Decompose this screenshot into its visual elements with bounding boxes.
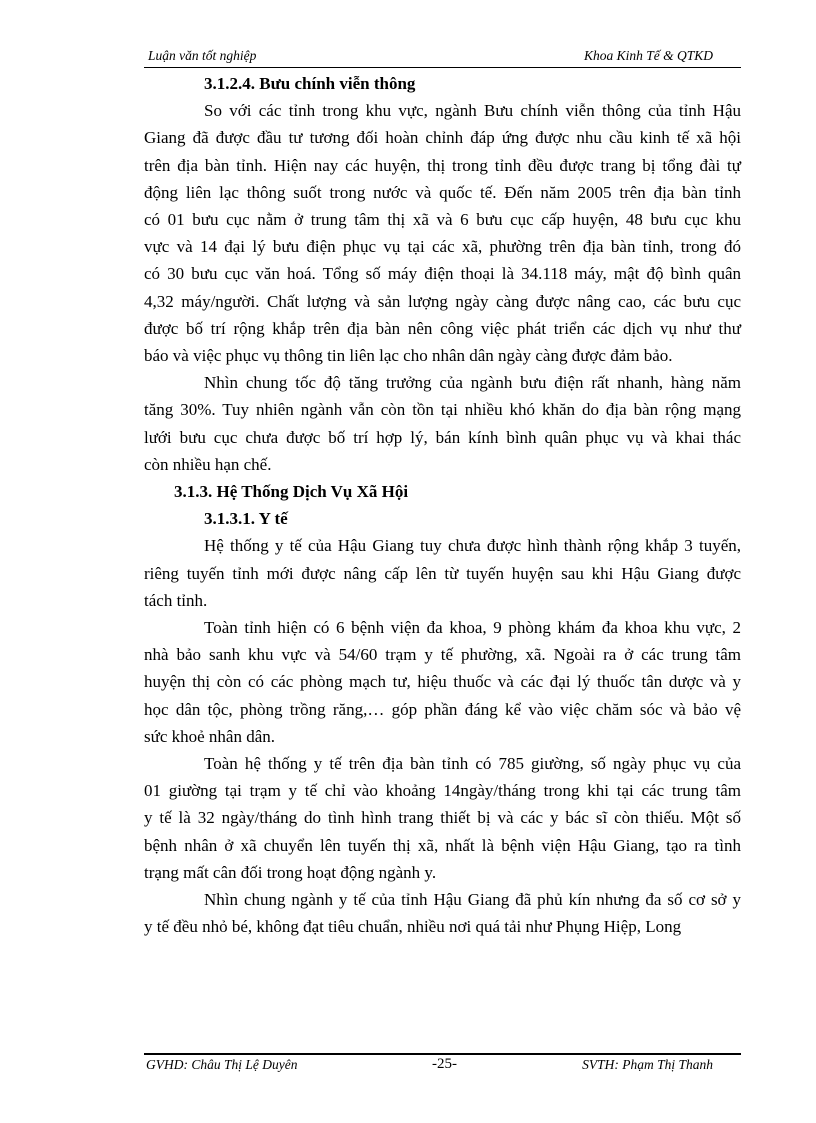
paragraph-line: Hệ thống y tế của Hậu Giang tuy chưa được hình thành rộng khắp 3 tuyến, xyxy=(204,536,741,556)
footer-supervisor: GVHD: Châu Thị Lệ Duyên xyxy=(146,1057,298,1072)
paragraph-line: học dân tộc, phòng trồng răng,… góp phần đáng kể vào việc chăm sóc và bảo vệ xyxy=(144,699,741,719)
paragraph-line: 01 giường tại trạm y tế chỉ vào khoảng 14ngày/tháng trong khi tại các trung tâm xyxy=(144,781,741,801)
paragraph-line: có 30 bưu cục văn hoá. Tổng số máy điện thoại là 34.118 máy, mật độ bình quân xyxy=(144,264,741,284)
paragraph-line: vực và 14 đại lý bưu điện phục vụ tại các xã, phường trên địa bàn tỉnh, trong đó xyxy=(144,237,741,257)
paragraph-line: Nhìn chung tốc độ tăng trưởng của ngành bưu điện rất nhanh, hàng năm xyxy=(204,373,741,393)
footer-student: SVTH: Phạm Thị Thanh xyxy=(582,1057,713,1072)
paragraph-line: y tế là 32 ngày/tháng do tình hình trang thiết bị và các y bác sĩ còn thiếu. Một số xyxy=(144,808,741,828)
paragraph-health-4 xyxy=(144,886,741,940)
paragraph-health-3 xyxy=(144,750,741,886)
page-number: -25- xyxy=(432,1056,457,1072)
paragraph-line: còn nhiều hạn chế. xyxy=(144,454,272,474)
header-thesis-title: Luận văn tốt nghiệp xyxy=(148,48,257,63)
heading-health: 3.1.3.1. Y tế xyxy=(204,509,288,529)
paragraph-line: sức khoẻ nhân dân. xyxy=(144,726,276,746)
page-header xyxy=(144,48,741,68)
paragraph-line: trạng mất cân đối trong hoạt động ngành y. xyxy=(144,862,437,882)
paragraph-health-1 xyxy=(144,532,741,614)
document-body xyxy=(144,70,741,941)
paragraph-health-2 xyxy=(144,614,741,750)
paragraph-line: y tế đều nhỏ bé, không đạt tiêu chuẩn, nhiều nơi quá tải như Phụng Hiệp, Long xyxy=(144,917,682,937)
paragraph-line: nhà bảo sanh khu vực và 54/60 trạm y tế phường, xã. Ngoài ra ở các trung tâm xyxy=(144,645,741,665)
heading-social-services: 3.1.3. Hệ Thống Dịch Vụ Xã Hội xyxy=(174,482,409,502)
paragraph-line: riêng tuyến tỉnh mới được nâng cấp lên từ tuyến huyện sau khi Hậu Giang được xyxy=(144,563,741,583)
paragraph-postal-1 xyxy=(144,97,741,369)
paragraph-line: Giang đã được đầu tư tương đối hoàn chỉnh đáp ứng được nhu cầu kinh tế xã hội xyxy=(144,128,741,148)
paragraph-line: 4,32 máy/người. Chất lượng và sản lượng ngày càng được nâng cao, các bưu cục xyxy=(144,291,741,311)
paragraph-line: có 01 bưu cục nằm ở trung tâm thị xã và 6 bưu cục cấp huyện, 48 bưu cục khu xyxy=(144,210,741,230)
paragraph-line: động liên lạc thông suốt trong nước và quốc tế. Đến năm 2005 trên địa bàn tỉnh xyxy=(144,182,741,202)
paragraph-line: lưới bưu cục chưa được bố trí hợp lý, bán kính bình quân phục vụ và khai thác xyxy=(144,427,741,447)
page-footer xyxy=(144,1057,741,1075)
header-faculty: Khoa Kinh Tế & QTKD xyxy=(583,48,713,63)
paragraph-line: huyện thị còn có các phòng mạch tư, hiệu thuốc và các đại lý thuốc tân dược và y xyxy=(144,672,741,692)
footer-divider xyxy=(144,1053,741,1055)
paragraph-postal-2 xyxy=(144,369,741,478)
heading-postal-telecom: 3.1.2.4. Bưu chính viễn thông xyxy=(204,74,416,93)
paragraph-line: Toàn hệ thống y tế trên địa bàn tỉnh có 785 giường, số ngày phục vụ của xyxy=(204,754,741,774)
paragraph-line: báo và việc phục vụ thông tin liên lạc cho nhân dân ngày càng được đảm bảo. xyxy=(144,346,673,366)
paragraph-line: tách tỉnh. xyxy=(144,590,208,610)
paragraph-line: được bố trí rộng khắp trên địa bàn nên công việc phát triển các dịch vụ như thư xyxy=(144,318,741,338)
paragraph-line: bệnh nhân ở xã chuyển lên tuyến thị xã, nhất là bệnh viện Hậu Giang, tạo ra tình xyxy=(144,835,741,855)
paragraph-line: trên địa bàn tỉnh. Hiện nay các huyện, thị trong tỉnh đều được trang bị tổng đài tự xyxy=(144,155,741,175)
paragraph-line: Toàn tỉnh hiện có 6 bệnh viện đa khoa, 9 phòng khám đa khoa khu vực, 2 xyxy=(204,618,741,638)
paragraph-line: So với các tỉnh trong khu vực, ngành Bưu chính viễn thông của tỉnh Hậu xyxy=(204,101,741,121)
paragraph-line: Nhìn chung ngành y tế của tỉnh Hậu Giang đã phủ kín nhưng đa số cơ sở y xyxy=(204,890,741,910)
paragraph-line: tăng 30%. Tuy nhiên ngành vẫn còn tồn tại nhiều khó khăn do địa bàn rộng mạng xyxy=(144,400,741,420)
